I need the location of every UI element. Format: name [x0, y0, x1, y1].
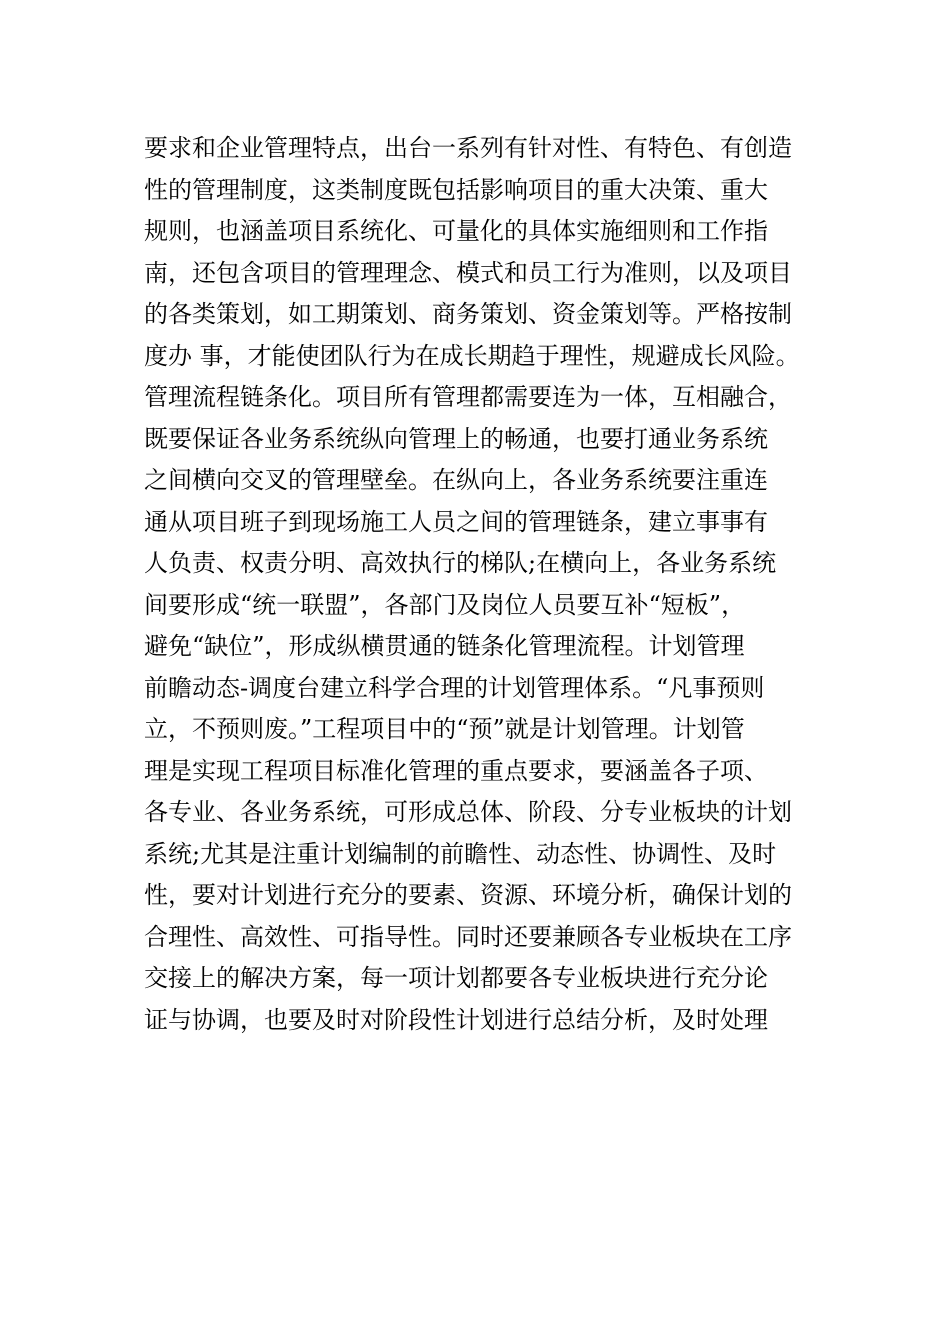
text-line: 合理性、高效性、可指导性。同时还要兼顾各专业板块在工序 [144, 922, 792, 951]
text-line: 人负责、权责分明、高效执行的梯队;在横向上，各业务系统 [144, 549, 777, 577]
text-line: 避免“缺位”，形成纵横贯通的链条化管理流程。计划管理 [144, 632, 745, 660]
text-line: 既要保证各业务系统纵向管理上的畅通，也要打通业务系统 [144, 424, 768, 453]
text-line: 之间横向交叉的管理壁垒。在纵向上，各业务系统要注重连 [144, 466, 768, 494]
text-line: 管理流程链条化。项目所有管理都需要连为一体，互相融合， [144, 383, 792, 411]
text-line: 系统;尤其是注重计划编制的前瞻性、动态性、协调性、及时 [144, 839, 777, 868]
text-line: 各专业、各业务系统，可形成总体、阶段、分专业板块的计划 [144, 798, 792, 826]
text-line: 前瞻动态-调度台建立科学合理的计划管理体系。“凡事预则 [144, 673, 765, 702]
body-text [144, 128, 824, 1041]
text-line: 通从项目班子到现场施工人员之间的管理链条，建立事事有 [144, 507, 768, 536]
text-line: 度办 事，才能使团队行为在成长期趋于理性，规避成长风险。 [144, 341, 800, 370]
text-line: 证与协调，也要及时对阶段性计划进行总结分析，及时处理 [144, 1005, 768, 1034]
text-line: 交接上的解决方案，每一项计划都要各专业板块进行充分论 [144, 964, 768, 992]
text-line: 性，要对计划进行充分的要素、资源、环境分析，确保计划的 [144, 881, 792, 909]
text-line: 要求和企业管理特点，出台一系列有针对性、有特色、有创造 [144, 134, 792, 162]
text-line: 南，还包含项目的管理理念、模式和员工行为准则，以及项目 [144, 258, 792, 287]
text-line: 理是实现工程项目标准化管理的重点要求，要涵盖各子项、 [144, 756, 768, 785]
text-line: 间要形成“统一联盟”，各部门及岗位人员要互补“短板”， [144, 590, 746, 619]
text-line: 立，不预则废。”工程项目中的“预”就是计划管理。计划管 [144, 715, 745, 743]
text-line: 规则，也涵盖项目系统化、可量化的具体实施细则和工作指 [144, 217, 768, 245]
text-line: 性的管理制度，这类制度既包括影响项目的重大决策、重大 [144, 175, 768, 204]
text-line: 的各类策划，如工期策划、商务策划、资金策划等。严格按制 [144, 300, 792, 328]
